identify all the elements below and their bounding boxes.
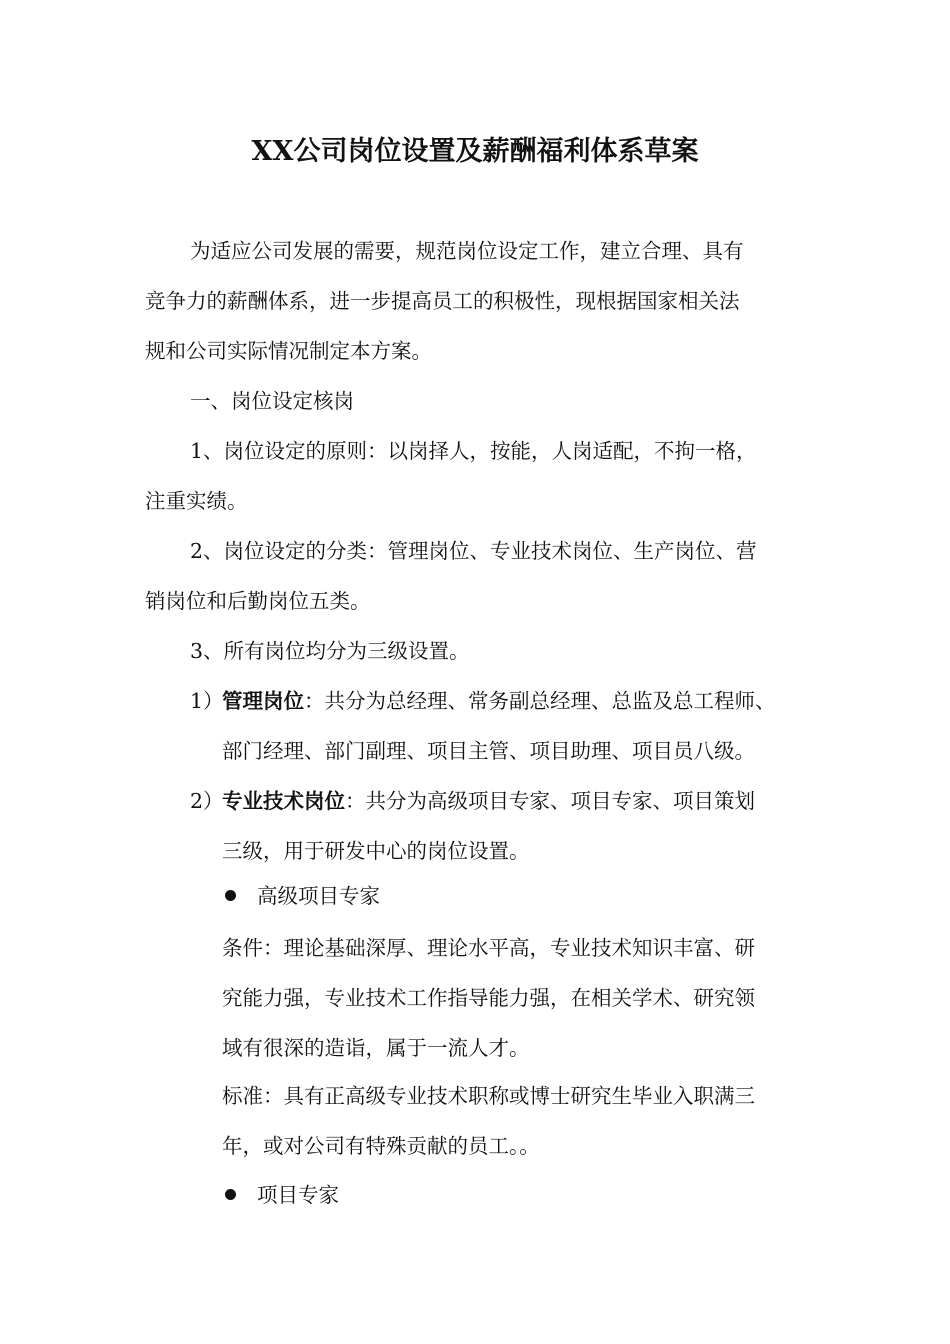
sub1-number: 1） xyxy=(190,689,224,713)
item1-line-2: 注重实绩。 xyxy=(145,489,248,513)
sub2-number: 2） xyxy=(190,789,224,813)
sub1-term: 管理岗位 xyxy=(222,689,304,713)
intro-line-2: 竞争力的薪酬体系，进一步提高员工的积极性，现根据国家相关法 xyxy=(145,289,740,313)
bullet-dot-icon xyxy=(225,890,236,901)
bullet1-label: 高级项目专家 xyxy=(257,884,380,908)
standard-line-1: 标准：具有正高级专业技术职称或博士研究生毕业入职满三 xyxy=(222,1084,755,1108)
item2-line-1: 2、岗位设定的分类：管理岗位、专业技术岗位、生产岗位、营 xyxy=(190,539,757,563)
section1-heading: 一、岗位设定核岗 xyxy=(190,389,354,413)
sub2-line-2: 三级，用于研发中心的岗位设置。 xyxy=(222,839,530,863)
sub1-line-2: 部门经理、部门副理、项目主管、项目助理、项目员八级。 xyxy=(222,739,755,763)
sub2-line-1 xyxy=(222,786,755,816)
sub1-text: ：共分为总经理、常务副总经理、总监及总工程师、 xyxy=(304,689,776,713)
sub2-text: ：共分为高级项目专家、项目专家、项目策划 xyxy=(345,789,755,813)
bullet-dot-icon xyxy=(225,1189,236,1200)
item2-line-2: 销岗位和后勤岗位五类。 xyxy=(145,589,371,613)
sub2-term: 专业技术岗位 xyxy=(222,789,345,813)
intro-line-3: 规和公司实际情况制定本方案。 xyxy=(145,339,432,363)
item1-line-1: 1、岗位设定的原则：以岗择人，按能，人岗适配，不拘一格， xyxy=(190,439,757,463)
document-title: XX公司岗位设置及薪酬福利体系草案 xyxy=(251,136,699,167)
conditions-line-2: 究能力强，专业技术工作指导能力强，在相关学术、研究领 xyxy=(222,986,755,1010)
standard-line-2: 年，或对公司有特殊贡献的员工。。 xyxy=(222,1134,540,1158)
conditions-line-3: 域有很深的造诣，属于一流人才。 xyxy=(222,1036,530,1060)
bullet2-label: 项目专家 xyxy=(257,1183,339,1207)
conditions-line-1: 条件：理论基础深厚、理论水平高，专业技术知识丰富、研 xyxy=(222,936,755,960)
intro-line-1: 为适应公司发展的需要，规范岗位设定工作，建立合理、具有 xyxy=(190,239,744,263)
sub1-line-1 xyxy=(222,686,776,716)
item3-line: 3、所有岗位均分为三级设置。 xyxy=(190,639,470,663)
